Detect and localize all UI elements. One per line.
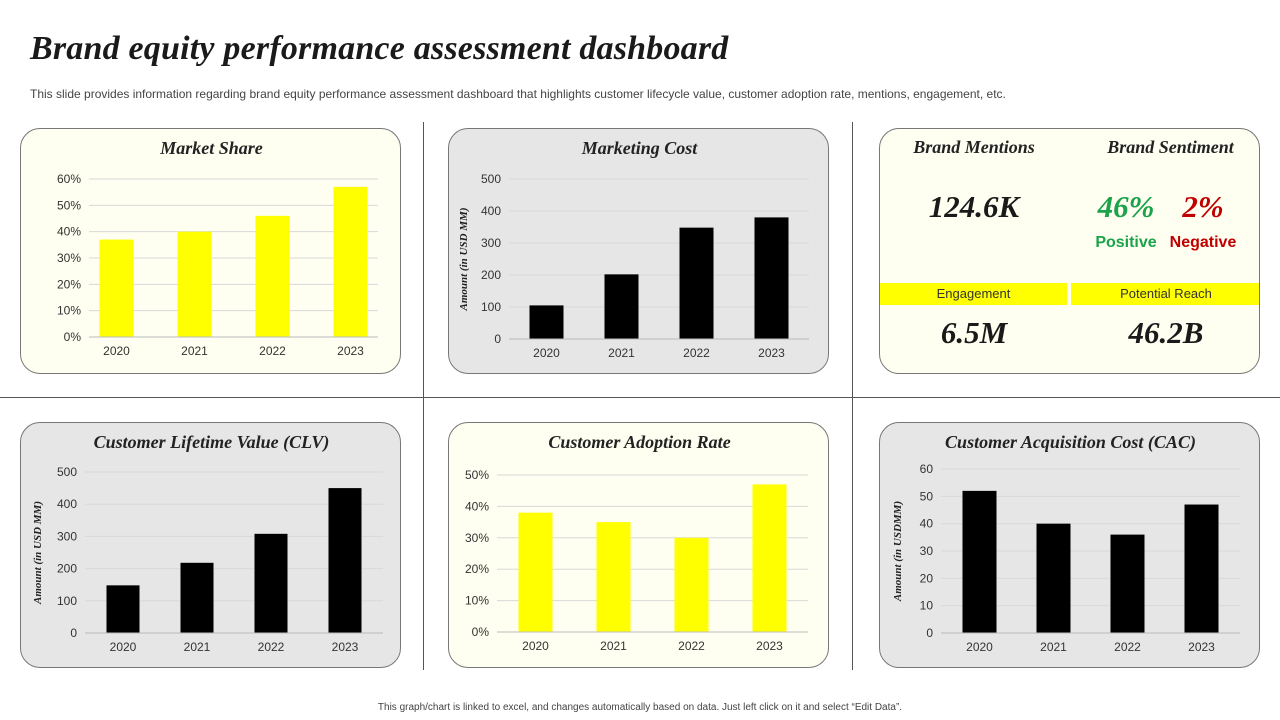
x-tick-label: 2020 <box>103 344 130 358</box>
x-tick-label: 2020 <box>109 640 137 654</box>
positive-label: Positive <box>1095 234 1157 251</box>
potential-reach-label-bar: Potential Reach <box>1071 283 1260 305</box>
horizontal-divider <box>0 397 1280 398</box>
clv-panel[interactable] <box>20 422 401 668</box>
y-tick-label: 40% <box>56 224 81 239</box>
negative-label: Negative <box>1169 234 1237 251</box>
bar-2023 <box>1185 505 1219 633</box>
y-tick-label: 30% <box>464 530 489 545</box>
y-tick-label: 300 <box>56 529 77 544</box>
x-tick-label: 2022 <box>257 640 285 654</box>
y-tick-label: 60 <box>919 462 933 476</box>
cac-panel[interactable] <box>879 422 1260 668</box>
adoption-rate-chart[interactable] <box>449 423 829 668</box>
bar-2022 <box>256 216 290 337</box>
bar-2023 <box>755 217 789 339</box>
y-tick-label: 50 <box>919 489 933 504</box>
y-tick-label: 10% <box>56 303 81 318</box>
y-axis-label: Amount (in USDMM) <box>892 500 904 602</box>
marketing-cost-chart[interactable] <box>449 129 829 374</box>
y-tick-label: 100 <box>56 593 77 608</box>
chart-title: Marketing Cost <box>581 138 698 158</box>
y-tick-label: 20% <box>56 277 81 292</box>
chart-title: Customer Adoption Rate <box>548 432 731 452</box>
vertical-divider-left <box>423 122 424 670</box>
bar-2020 <box>107 585 140 633</box>
x-tick-label: 2020 <box>533 346 560 360</box>
chart-title: Market Share <box>160 138 263 158</box>
y-tick-label: 60% <box>56 172 81 186</box>
x-tick-label: 2023 <box>337 344 364 358</box>
x-tick-label: 2022 <box>678 639 705 653</box>
bar-2023 <box>329 488 362 633</box>
y-tick-label: 10 <box>919 598 933 613</box>
y-tick-label: 40% <box>464 499 489 514</box>
brand-mentions-value: 124.6K <box>928 189 1020 224</box>
bar-2021 <box>178 232 212 337</box>
vertical-divider-right <box>852 122 853 670</box>
engagement-value: 6.5M <box>940 315 1008 350</box>
x-tick-label: 2021 <box>600 639 627 653</box>
x-tick-label: 2022 <box>683 346 710 360</box>
bar-2021 <box>181 563 214 633</box>
positive-sentiment-value: 46% <box>1097 189 1155 224</box>
y-axis-label: Amount (in USD MM) <box>458 207 470 311</box>
y-tick-label: 0% <box>63 330 81 344</box>
bar-2023 <box>753 484 787 632</box>
bar-2020 <box>519 513 553 632</box>
y-tick-label: 500 <box>56 465 77 479</box>
clv-chart[interactable] <box>21 423 401 668</box>
potential-reach-value: 46.2B <box>1128 315 1204 350</box>
y-tick-label: 400 <box>56 497 77 512</box>
x-tick-label: 2020 <box>522 639 549 653</box>
x-tick-label: 2021 <box>1040 640 1067 654</box>
market-share-panel[interactable] <box>20 128 401 374</box>
bar-2020 <box>963 491 997 633</box>
chart-title: Customer Lifetime Value (CLV) <box>93 432 330 452</box>
y-tick-label: 200 <box>480 268 501 282</box>
y-tick-label: 30% <box>56 251 81 265</box>
y-tick-label: 0% <box>471 625 489 639</box>
engagement-label-bar: Engagement <box>880 283 1067 305</box>
y-tick-label: 20 <box>919 571 933 586</box>
x-tick-label: 2023 <box>756 639 783 653</box>
negative-sentiment-value: 2% <box>1182 189 1224 224</box>
x-tick-label: 2023 <box>1188 640 1215 654</box>
bar-2021 <box>597 522 631 632</box>
bar-2021 <box>605 274 639 339</box>
x-tick-label: 2020 <box>966 640 993 654</box>
y-tick-label: 50% <box>464 468 489 482</box>
bar-2020 <box>100 240 134 337</box>
y-tick-label: 0 <box>926 626 933 640</box>
y-tick-label: 300 <box>480 236 501 250</box>
brand-sentiment-title: Brand Sentiment <box>1107 137 1234 157</box>
kpi-panel <box>879 128 1260 374</box>
y-tick-label: 500 <box>480 172 501 186</box>
bar-2022 <box>675 538 709 632</box>
market-share-chart[interactable] <box>21 129 401 374</box>
bar-2023 <box>334 187 368 337</box>
bar-2022 <box>255 534 288 633</box>
y-tick-label: 20% <box>464 562 489 577</box>
y-tick-label: 50% <box>56 198 81 213</box>
footer-note: This graph/chart is linked to excel, and changes automatically based on data. Just left click on it and select “Edit Data”. <box>377 702 903 713</box>
bar-2020 <box>530 305 564 339</box>
x-tick-label: 2023 <box>331 640 359 654</box>
chart-title: Customer Acquisition Cost (CAC) <box>945 432 1196 452</box>
y-tick-label: 10% <box>464 593 489 608</box>
y-tick-label: 0 <box>494 332 501 346</box>
y-tick-label: 30 <box>919 544 933 558</box>
x-tick-label: 2023 <box>758 346 785 360</box>
y-axis-label: Amount (in USD MM) <box>32 500 44 605</box>
x-tick-label: 2022 <box>259 344 286 358</box>
marketing-cost-panel[interactable] <box>448 128 829 374</box>
brand-mentions-title: Brand Mentions <box>913 137 1035 157</box>
x-tick-label: 2021 <box>181 344 208 358</box>
x-tick-label: 2021 <box>608 346 635 360</box>
y-tick-label: 100 <box>480 300 501 314</box>
page-title: Brand equity performance assessment dashboard <box>30 30 729 67</box>
x-tick-label: 2022 <box>1114 640 1141 654</box>
y-tick-label: 400 <box>480 204 501 218</box>
bar-2021 <box>1037 524 1071 633</box>
y-tick-label: 0 <box>70 626 77 640</box>
adoption-rate-panel[interactable] <box>448 422 829 668</box>
y-tick-label: 200 <box>56 561 77 576</box>
cac-chart[interactable] <box>880 423 1260 668</box>
x-tick-label: 2021 <box>183 640 211 654</box>
y-tick-label: 40 <box>919 516 933 531</box>
bar-2022 <box>1111 535 1145 633</box>
page-subtitle: This slide provides information regarding brand equity performance assessment dashboard that highlights customer lifecycle value, customer adoption rate, mentions, engagement, etc. <box>30 87 1006 101</box>
bar-2022 <box>680 228 714 339</box>
